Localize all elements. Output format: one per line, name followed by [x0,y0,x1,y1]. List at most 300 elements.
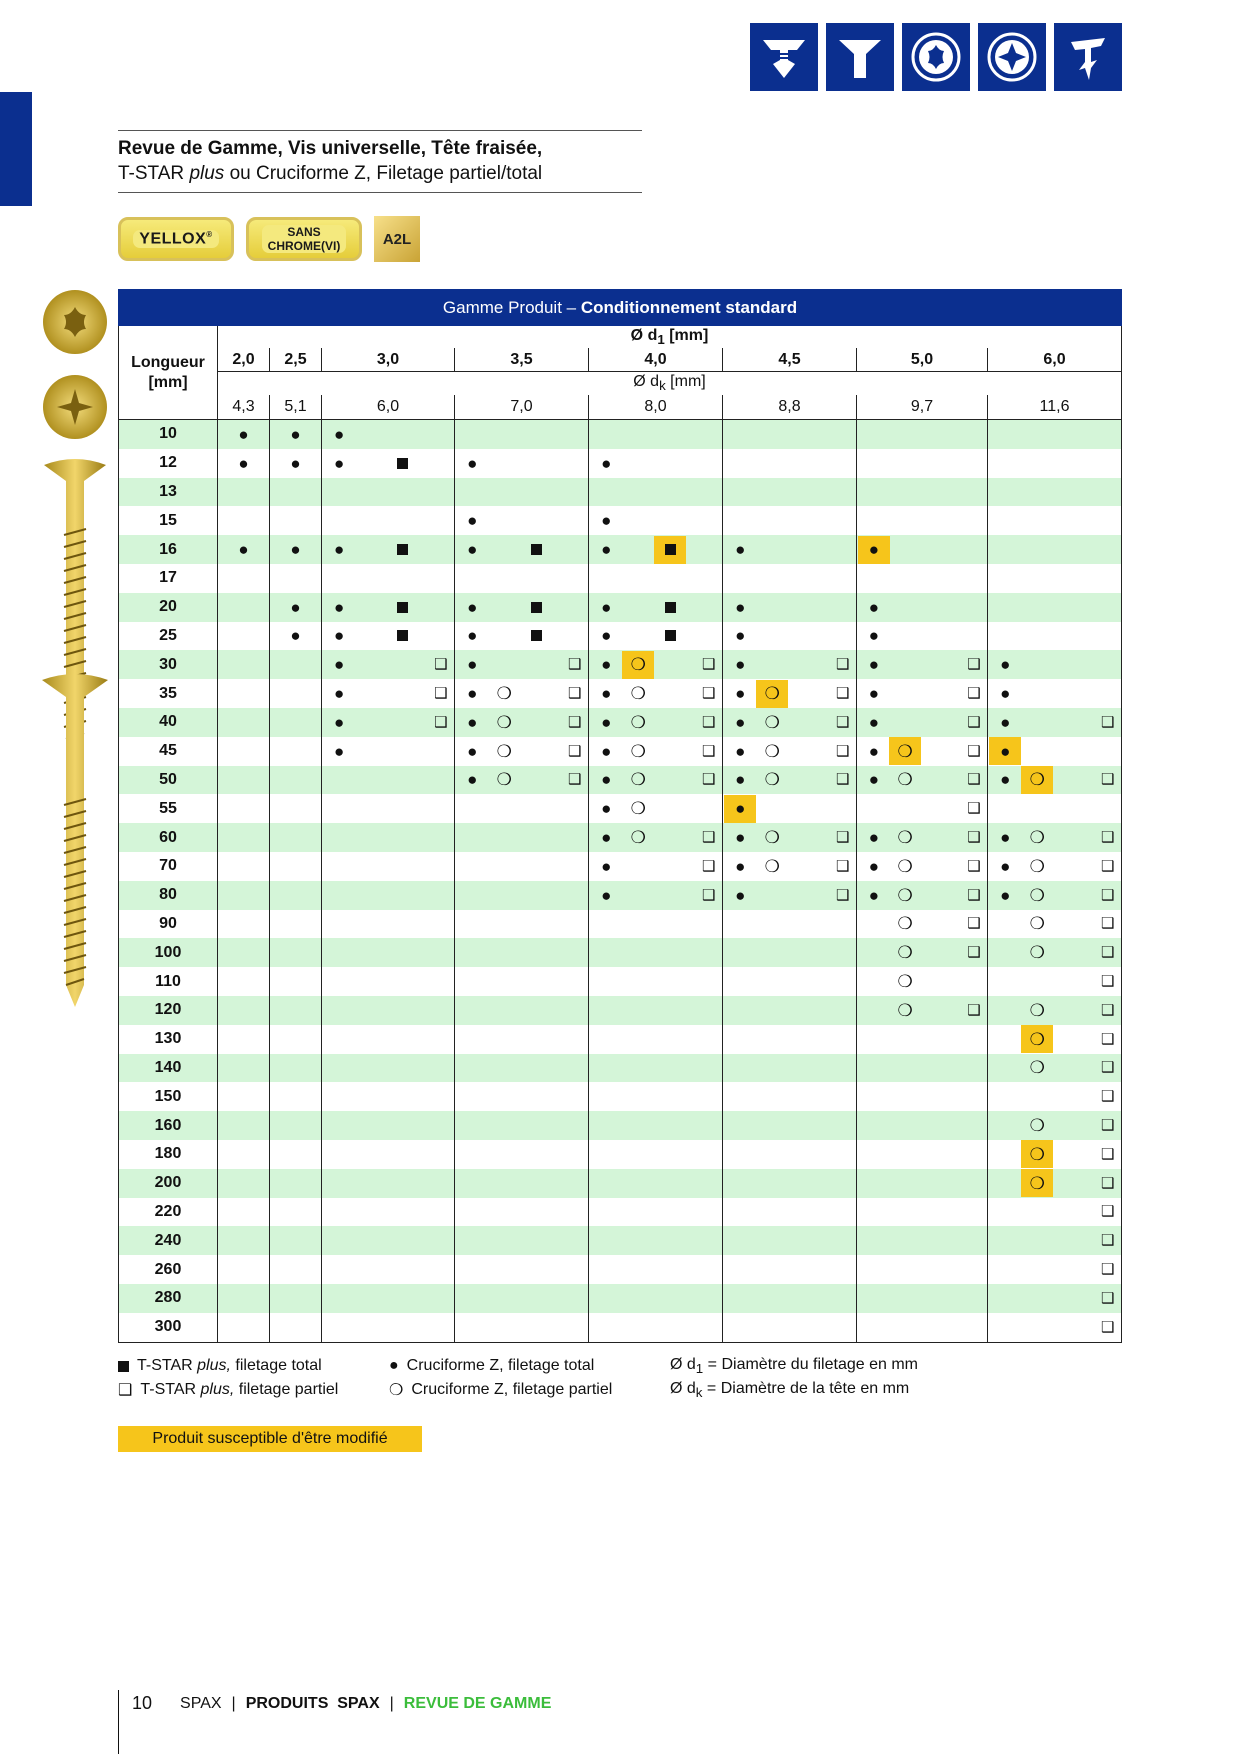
table-row [119,564,1122,593]
availability-cell [270,622,322,651]
ring-symbol [622,651,654,679]
cell-symbols [988,420,1121,448]
availability-cell [218,823,270,852]
availability-cell [218,1226,270,1255]
dot-icon: ● [1000,856,1011,876]
availability-cell [270,1255,322,1284]
availability-cell [988,478,1122,507]
length-cell: 60 [119,823,218,852]
open-square-icon: ❑ [567,713,582,731]
length-cell: 150 [119,1082,218,1111]
cell-symbols [270,1284,321,1312]
cell-symbols [723,536,856,564]
availability-cell [270,1226,322,1255]
cell-symbols [723,939,856,967]
cell-symbols [857,996,987,1024]
dot-symbol [989,708,1021,736]
availability-cell [455,420,589,449]
cell-symbols [455,593,588,621]
footer-subsection: REVUE DE GAMME [403,1694,552,1712]
availability-cell [723,938,857,967]
availability-cell [322,1313,455,1342]
availability-cell [218,679,270,708]
availability-cell [455,1255,589,1284]
dot-symbol [724,708,756,736]
ring-icon: ❍ [1029,770,1045,790]
availability-cell [218,506,270,535]
ring-icon: ❍ [764,770,780,790]
availability-cell [455,1025,589,1054]
availability-cell [218,967,270,996]
d1-label-row [119,326,1122,349]
cell-symbols [322,824,454,852]
cell-symbols [857,1313,987,1341]
table-row [119,1140,1122,1169]
availability-cell [988,967,1122,996]
open-square-icon: ❑ [701,857,716,875]
availability-cell [857,593,988,622]
dot-symbol [280,593,312,621]
cell-symbols [270,1140,321,1168]
availability-cell [723,852,857,881]
cell-symbols [270,449,321,477]
open-square-symbol [1092,939,1124,967]
availability-cell [218,708,270,737]
cell-symbols [270,536,321,564]
ring-icon: ❍ [630,770,646,790]
open-square-icon: ❑ [967,713,981,731]
availability-cell [218,1082,270,1111]
ring-symbol [889,881,921,909]
dot-icon: ● [334,741,345,761]
cell-symbols [589,852,722,880]
legend-cross-partial: ❍ Cruciforme Z, filetage partiel [389,1381,613,1399]
availability-cell [218,622,270,651]
availability-cell [589,593,723,622]
dot-icon: ● [290,626,301,646]
dk-value: 9,7 [857,395,988,420]
table-row [119,1284,1122,1313]
dot-icon: ● [334,597,345,617]
dot-symbol [323,680,355,708]
table-row [119,1111,1122,1140]
availability-cell [455,449,589,478]
cell-symbols [988,1227,1121,1255]
ring-icon: ❍ [764,741,780,761]
open-square-symbol [1092,1256,1124,1284]
ring-symbol [756,737,788,765]
availability-cell [857,650,988,679]
ring-symbol [622,737,654,765]
product-images [34,285,124,1050]
availability-cell [723,996,857,1025]
ring-icon: ❍ [1029,1000,1045,1020]
availability-cell [218,1284,270,1313]
ring-symbol [756,766,788,794]
availability-cell [589,967,723,996]
ring-icon: ❍ [764,712,780,732]
dot-icon: ● [1000,655,1011,675]
d1-value: 3,5 [455,348,589,372]
cell-symbols [723,622,856,650]
open-square-icon: ❑ [434,656,448,674]
full-square-icon [118,1361,129,1372]
cell-symbols [857,680,987,708]
ring-symbol [1021,1054,1053,1082]
open-square-icon: ❑ [1100,1203,1115,1221]
availability-cell [857,823,988,852]
length-cell: 260 [119,1255,218,1284]
dot-symbol [323,737,355,765]
availability-cell [455,794,589,823]
availability-cell [723,1198,857,1227]
full-square-symbol [520,593,552,621]
dot-icon: ● [238,540,249,560]
d1-value: 4,5 [723,348,857,372]
availability-cell [857,1198,988,1227]
open-square-icon: ❑ [1100,1232,1115,1250]
availability-cell [589,823,723,852]
cell-symbols [857,622,987,650]
cell-symbols [218,824,269,852]
cell-symbols [270,1054,321,1082]
dot-symbol [858,622,890,650]
open-square-symbol [958,824,990,852]
length-label: Longueur [131,353,205,371]
cell-symbols [455,968,588,996]
open-square-symbol [693,824,725,852]
open-square-icon: ❑ [1100,944,1115,962]
dot-symbol [323,708,355,736]
cell-symbols [322,1054,454,1082]
availability-cell [270,1169,322,1198]
availability-cell [322,1082,455,1111]
cell-symbols [322,1140,454,1168]
open-square-icon: ❑ [1100,1117,1115,1135]
availability-cell [455,1284,589,1313]
availability-cell [589,420,723,449]
full-square-symbol [387,622,419,650]
availability-cell [723,535,857,564]
modification-note: Produit susceptible d'être modifié [118,1426,422,1452]
length-cell: 200 [119,1169,218,1198]
dot-symbol [724,852,756,880]
availability-cell [857,506,988,535]
availability-cell [455,535,589,564]
availability-cell [589,910,723,939]
availability-cell [988,1025,1122,1054]
open-square-symbol [827,737,859,765]
cell-symbols [270,968,321,996]
dot-symbol [590,536,622,564]
availability-cell [589,622,723,651]
dot-symbol [590,737,622,765]
availability-cell [218,650,270,679]
open-square-icon: ❑ [701,742,716,760]
ring-icon: ❍ [897,914,913,934]
cell-symbols [218,1112,269,1140]
availability-cell [723,1111,857,1140]
ring-symbol [889,737,921,765]
open-square-symbol [559,651,591,679]
availability-cell [322,1198,455,1227]
availability-cell [723,823,857,852]
open-square-symbol [827,651,859,679]
open-square-icon: ❑ [967,857,981,875]
availability-cell [988,650,1122,679]
cell-symbols [988,1284,1121,1312]
availability-cell [723,622,857,651]
cell-symbols [857,1169,987,1197]
ring-icon: ❍ [1029,943,1045,963]
dot-symbol [590,881,622,909]
availability-cell [988,449,1122,478]
length-cell: 240 [119,1226,218,1255]
availability-cell [218,1054,270,1083]
open-square-icon: ❑ [1100,1088,1115,1106]
availability-cell [988,1082,1122,1111]
cell-symbols [857,1284,987,1312]
availability-cell [322,823,455,852]
dot-icon: ● [601,770,612,790]
open-square-icon: ❑ [1100,973,1115,991]
cell-symbols [857,852,987,880]
availability-cell [322,996,455,1025]
open-square-symbol [693,651,725,679]
cell-symbols [218,737,269,765]
availability-cell [455,1054,589,1083]
cell-symbols [455,507,588,535]
dot-symbol [456,622,488,650]
cell-symbols [322,1198,454,1226]
cell-symbols [589,939,722,967]
availability-cell [218,996,270,1025]
cell-symbols [322,737,454,765]
availability-cell [589,996,723,1025]
length-cell: 45 [119,737,218,766]
open-square-icon: ❑ [967,800,981,818]
availability-cell [988,766,1122,795]
dot-icon: ● [735,684,746,704]
dot-icon: ● [735,856,746,876]
availability-cell [455,708,589,737]
cell-symbols [857,420,987,448]
open-square-icon: ❑ [1100,915,1115,933]
availability-cell [455,650,589,679]
table-title [119,290,1122,326]
subtitle-post: ou Cruciforme Z, Filetage partiel/total [224,163,543,184]
cell-symbols [589,1227,722,1255]
d1-value: 2,0 [218,348,270,372]
table-row [119,996,1122,1025]
ring-symbol [1021,1112,1053,1140]
availability-cell [857,1054,988,1083]
table-title-row [119,290,1122,326]
open-square-icon: ❑ [835,713,850,731]
availability-cell [455,622,589,651]
open-square-icon: ❑ [967,656,981,674]
open-square-icon: ❑ [701,829,716,847]
open-square-icon: ❑ [1100,1261,1115,1278]
dot-symbol [228,536,260,564]
open-square-icon: ❑ [835,857,850,875]
cell-symbols [455,1256,588,1284]
dot-symbol [456,680,488,708]
dk-label-row [119,372,1122,396]
cell-symbols [270,420,321,448]
ring-icon: ❍ [897,885,913,905]
availability-cell [589,938,723,967]
ring-symbol [889,852,921,880]
heading-block [118,130,642,193]
side-color-tab [0,92,32,206]
open-square-symbol [1092,1112,1124,1140]
cell-symbols [218,420,269,448]
cell-symbols [723,1083,856,1111]
cell-symbols [988,1112,1121,1140]
cell-symbols [723,795,856,823]
availability-cell [723,1226,857,1255]
availability-cell [455,593,589,622]
cell-symbols [455,1025,588,1053]
availability-cell [988,1284,1122,1313]
cell-symbols [455,622,588,650]
availability-cell [857,679,988,708]
cell-symbols [857,1025,987,1053]
availability-cell [589,535,723,564]
availability-cell [270,1054,322,1083]
table-row [119,1025,1122,1054]
length-cell: 40 [119,708,218,737]
dk-value: 6,0 [322,395,455,420]
dot-symbol [456,536,488,564]
cell-symbols [857,1140,987,1168]
availability-cell [322,1255,455,1284]
cell-symbols [857,766,987,794]
cell-symbols [723,824,856,852]
cell-symbols [270,622,321,650]
ring-icon: ❍ [1029,1058,1045,1078]
ring-symbol [756,708,788,736]
d1-value: 2,5 [270,348,322,372]
cell-symbols [455,824,588,852]
availability-cell [723,564,857,593]
open-square-icon: ❑ [118,1382,133,1399]
cell-symbols [455,564,588,592]
ring-icon: ❍ [897,828,913,848]
table-row [119,1313,1122,1342]
dot-symbol [858,824,890,852]
dot-icon: ● [467,540,478,560]
open-square-icon: ❑ [967,742,981,760]
availability-cell [455,1082,589,1111]
dot-icon: ● [868,885,880,905]
open-square-symbol [1092,708,1124,736]
open-square-symbol [425,651,457,679]
dot-icon: ● [467,655,478,675]
cell-symbols [218,996,269,1024]
dot-icon: ● [290,453,301,473]
dot-icon: ● [467,597,478,617]
availability-cell [218,1025,270,1054]
cell-symbols [218,852,269,880]
cell-symbols [270,1256,321,1284]
open-square-symbol [1092,1025,1124,1053]
open-square-icon: ❑ [1100,857,1115,875]
availability-cell [857,1284,988,1313]
availability-cell [218,938,270,967]
availability-cell [455,938,589,967]
cell-symbols [270,939,321,967]
dot-symbol [323,420,355,448]
cell-symbols [218,1284,269,1312]
availability-cell [270,823,322,852]
availability-cell [270,506,322,535]
open-square-symbol [958,737,990,765]
open-square-symbol [559,766,591,794]
availability-cell [857,1111,988,1140]
availability-cell [723,766,857,795]
cell-symbols [988,910,1121,938]
ring-icon: ❍ [630,712,646,732]
cell-symbols [322,910,454,938]
availability-cell [988,1169,1122,1198]
dot-icon: ● [334,540,345,560]
ring-icon: ❍ [897,770,913,790]
cell-symbols [589,1284,722,1312]
length-cell: 16 [119,535,218,564]
dot-symbol [590,852,622,880]
availability-cell [218,593,270,622]
a2l-badge: A2L [374,216,420,262]
cell-symbols [270,1025,321,1053]
ring-symbol [622,708,654,736]
cell-symbols [723,1198,856,1226]
cell-symbols [322,1083,454,1111]
availability-cell [988,852,1122,881]
availability-cell [270,910,322,939]
open-square-icon: ❑ [567,771,582,789]
length-cell: 100 [119,938,218,967]
cell-symbols [218,507,269,535]
cell-symbols [857,478,987,506]
availability-cell [988,1054,1122,1083]
open-square-icon: ❑ [967,944,981,962]
availability-cell [589,1313,723,1342]
availability-cell [455,737,589,766]
full-square-symbol [654,536,686,564]
availability-cell [589,737,723,766]
availability-cell [322,622,455,651]
dot-icon: ● [868,856,880,876]
cell-symbols [218,1054,269,1082]
cell-symbols [589,1256,722,1284]
cell-symbols [988,680,1121,708]
dot-icon: ● [334,712,345,732]
length-cell: 20 [119,593,218,622]
cell-symbols [218,651,269,679]
cell-symbols [270,651,321,679]
cell-symbols [218,1227,269,1255]
dot-icon: ● [601,712,612,732]
cell-symbols [218,795,269,823]
ring-icon: ❍ [897,1000,913,1020]
page-title: Revue de Gamme, Vis universelle, Tête fraisée, [118,138,543,159]
cell-symbols [218,564,269,592]
table-row [119,622,1122,651]
open-square-symbol [1092,1198,1124,1226]
availability-cell [455,1313,589,1342]
